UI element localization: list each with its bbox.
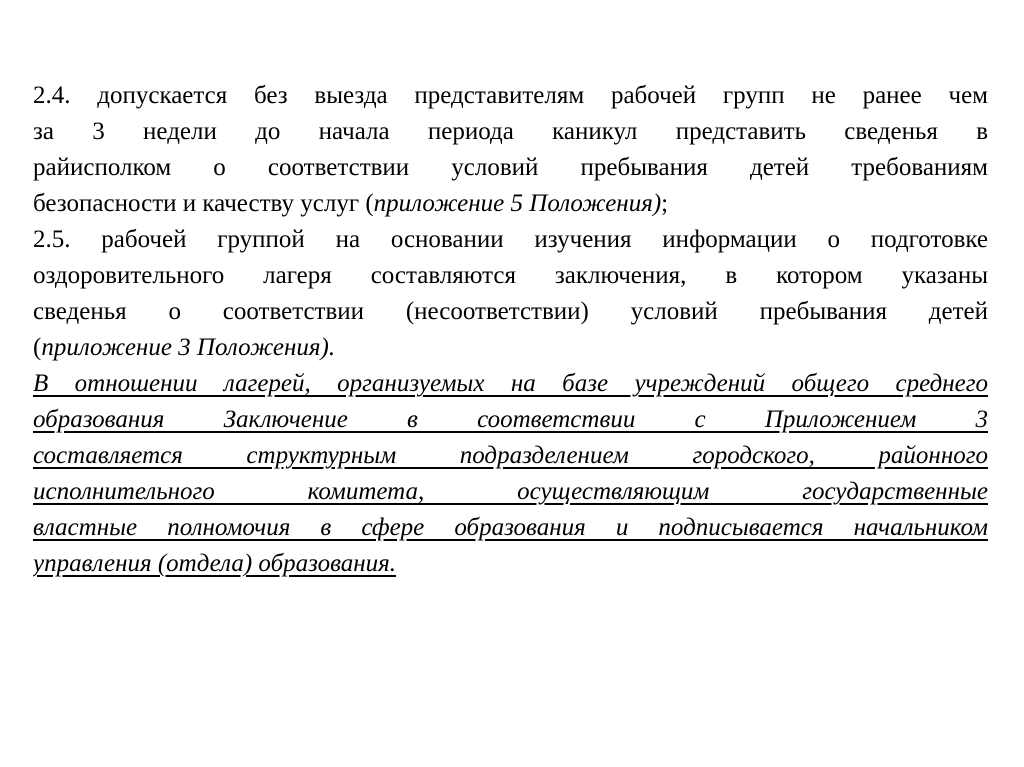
note-line <box>33 366 988 402</box>
underlined-note <box>33 366 988 582</box>
text-fragment: ( <box>33 334 42 361</box>
text-line <box>33 330 988 366</box>
paragraph-2-5 <box>33 222 988 366</box>
text-line: сведенья о соответствии (несоответствии) условий пребывания детей <box>33 298 988 325</box>
note-text: управления (отдела) образования. <box>33 550 397 577</box>
note-line <box>33 402 988 438</box>
note-text: В отношении лагерей, организуемых на базе учреждений общего среднего <box>33 370 988 397</box>
note-line <box>33 474 988 510</box>
reference-italic: приложение 3 Положения). <box>41 334 336 361</box>
paragraph-2-4 <box>33 78 988 222</box>
text-line: райисполком о соответствии условий пребывания детей требованиям <box>33 154 988 181</box>
text-line: 2.5. рабочей группой на основании изучения информации о подготовке <box>33 226 988 253</box>
text-line: 2.4. допускается без выезда представителям рабочей групп не ранее чем <box>33 82 988 109</box>
note-line <box>33 438 988 474</box>
document-body <box>33 78 988 582</box>
note-line <box>33 546 988 582</box>
note-text: исполнительного комитета, осуществляющим государственные <box>33 478 988 505</box>
note-text: образования Заключение в соответствии с Приложением 3 <box>33 406 988 433</box>
text-fragment: безопасности и качеству услуг ( <box>33 190 374 217</box>
text-line <box>33 186 988 222</box>
text-fragment: ; <box>661 190 669 217</box>
reference-italic: приложение 5 Положения) <box>373 190 662 217</box>
note-text: составляется структурным подразделением городского, районного <box>33 442 988 469</box>
text-line: за 3 недели до начала периода каникул представить сведенья в <box>33 118 988 145</box>
text-line: оздоровительного лагеря составляются заключения, в котором указаны <box>33 262 988 289</box>
note-text: властные полномочия в сфере образования и подписывается начальником <box>33 514 988 541</box>
note-line <box>33 510 988 546</box>
